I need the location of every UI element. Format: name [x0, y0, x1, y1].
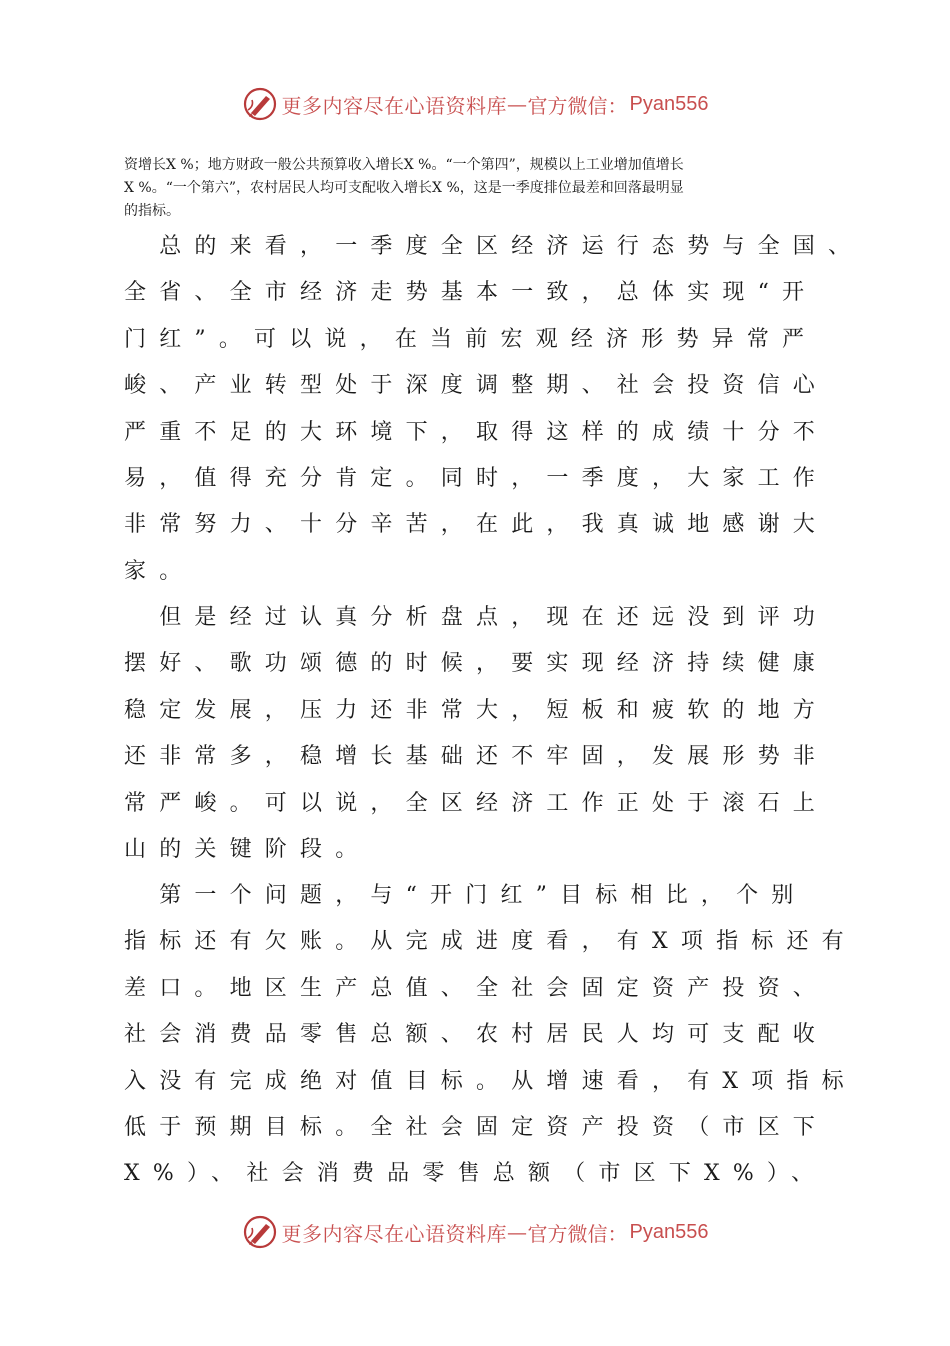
- intro-line: X %。“一个第六”，农村居民人均可支配收入增长X %，这是一季度排位最差和回落最明显: [124, 180, 684, 196]
- watermark-wechat-id: Pyan556: [629, 92, 709, 115]
- text-line: 峻、产业转型处于深度调整期、社会投资信心: [124, 373, 829, 399]
- paragraph-analysis: [124, 595, 844, 873]
- watermark-site: 更多内容尽在心语资料库: [281, 1221, 508, 1246]
- text-line: 社会消费品零售总额、农村居民人均可支配收: [124, 1022, 829, 1048]
- watermark-dash: —: [507, 92, 528, 116]
- text-line: 门红”。可以说，在当前宏观经济形势异常严: [124, 326, 818, 352]
- intro-text: [124, 154, 836, 223]
- text-line: 入没有完成绝对值目标。从增速看，有X项指标: [124, 1068, 857, 1094]
- text-line: 山的关键阶段。: [124, 836, 371, 862]
- text-line: 全省、全市经济走势基本一致，总体实现“开: [124, 280, 818, 306]
- text-line: 差口。地区生产总值、全社会固定资产投资、: [124, 975, 829, 1001]
- text-line: 家。: [124, 558, 195, 584]
- text-line: 第一个问题，与“开门红”目标相比，个别: [124, 883, 807, 908]
- watermark-banner-top: [0, 84, 950, 124]
- watermark-wechat-label: 官方微信：: [527, 1221, 628, 1246]
- text-line: 低于预期目标。全社会固定资产投资（市区下: [124, 1114, 829, 1140]
- intro-line: 的指标。: [124, 203, 180, 219]
- intro-line: 资增长X %；地方财政一般公共预算收入增长X %。“一个第四”，规模以上工业增加值增长: [124, 157, 684, 173]
- text-line: 总的来看，一季度全区经济运行态势与全国、: [124, 234, 864, 259]
- text-line: 常严峻。可以说，全区经济工作正处于滚石上: [124, 790, 829, 816]
- text-line: 摆好、歌功颂德的时候，要实现经济持续健康: [124, 651, 829, 677]
- text-line: 稳定发展，压力还非常大，短板和疲软的地方: [124, 697, 829, 723]
- paragraph-summary: [124, 224, 864, 595]
- text-line: 易，值得充分肯定。同时，一季度，大家工作: [124, 465, 829, 491]
- paragraph-first-issue: [124, 873, 857, 1198]
- pen-logo-icon: [242, 86, 278, 122]
- text-line: 还非常多，稳增长基础还不牢固，发展形势非: [124, 744, 829, 770]
- text-line: 指标还有欠账。从完成进度看，有X项指标还有: [124, 929, 857, 955]
- text-line: 非常努力、十分辛苦，在此，我真诚地感谢大: [124, 512, 829, 538]
- watermark-wechat-id: Pyan556: [629, 1220, 709, 1243]
- text-line: X%）、社会消费品零售总额（市区下X%）、: [124, 1161, 827, 1187]
- text-line: 严重不足的大环境下，取得这样的成绩十分不: [124, 419, 829, 445]
- watermark-site: 更多内容尽在心语资料库: [281, 93, 508, 118]
- text-line: 但是经过认真分析盘点，现在还远没到评功: [124, 605, 829, 630]
- watermark-wechat-label: 官方微信：: [527, 93, 628, 118]
- pen-logo-icon: [242, 1214, 278, 1250]
- watermark-dash: —: [507, 1220, 528, 1244]
- watermark-banner-bottom: [0, 1212, 950, 1252]
